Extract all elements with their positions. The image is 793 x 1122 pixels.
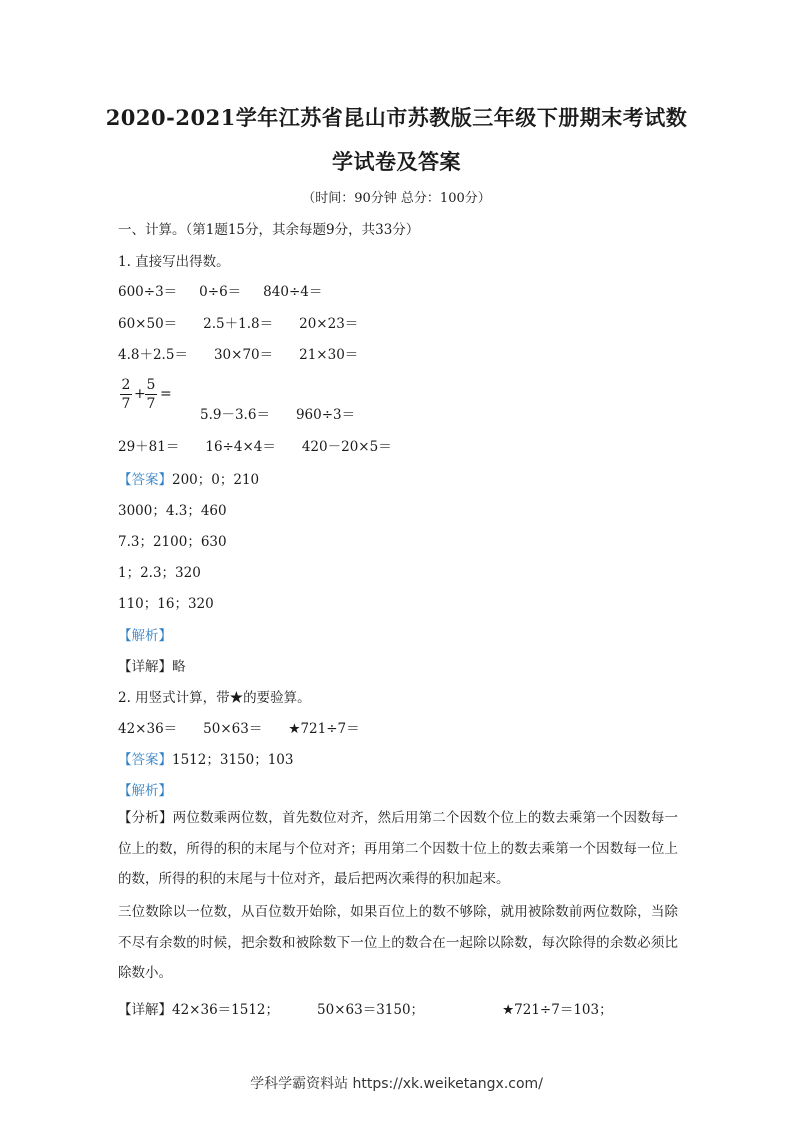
answer-text: 200；0；210: [172, 472, 260, 488]
answer-text: 1512；3150；103: [172, 752, 294, 768]
section-heading: 一、计算。（第1题15分，其余每题9分，共33分）: [118, 222, 420, 238]
numerator: 5: [146, 377, 156, 393]
q1-row-4: [200, 403, 355, 423]
q2-item: 50×63＝: [203, 721, 263, 737]
q1-answer-line-2: 3000；4.3；460: [118, 503, 227, 519]
denominator: 7: [121, 396, 131, 412]
analysis-label: 【分析】: [118, 810, 173, 826]
analysis-text: 两位数乘两位数，首先数位对齐，然后用第二个因数个位上的数去乘第一个因数每一位上的数，所得的积的末尾与个位对齐；再用第二个因数十位上的数去乘第一个因数每一位上的数，所得的积的末尾与十位对齐，最后把两次乘得的积加起来。: [118, 810, 679, 887]
analysis-tag: 【解析】: [118, 783, 172, 799]
detail-tag: 【详解】: [118, 659, 172, 675]
detail-item: 42×36＝1512；: [172, 1002, 280, 1018]
q1-row-5: [118, 435, 392, 455]
q1-item: 2.5＋1.8＝: [203, 316, 274, 332]
q1-row-2: [118, 312, 358, 332]
q1-item: 840÷4＝: [263, 284, 323, 300]
footer-watermark: 学科学霸资料站 https://xk.weiketangx.com/: [250, 1076, 543, 1092]
question-2-heading: 2. 用竖式计算，带★的要验算。: [118, 690, 311, 706]
fraction-five-sevenths: [145, 376, 157, 413]
question-1-heading: 1. 直接写出得数。: [118, 254, 230, 270]
answer-tag: 【答案】: [118, 472, 172, 488]
q1-item: 60×50＝: [118, 316, 178, 332]
detail-item: 50×63＝3150；: [317, 1002, 425, 1018]
q1-item: 420－20×5＝: [301, 439, 392, 455]
q1-item: 20×23＝: [299, 316, 359, 332]
q1-answer-line-5: 110；16；320: [118, 596, 214, 612]
q1-item: 5.9－3.6＝: [200, 407, 270, 423]
q2-analysis-paragraph-1: [118, 803, 678, 895]
q2-item: 42×36＝: [118, 721, 178, 737]
q2-item: ★721÷7＝: [288, 721, 360, 737]
plus-sign: +: [134, 386, 146, 402]
detail-text: 略: [172, 659, 186, 675]
q1-item: 960÷3＝: [295, 407, 356, 423]
q1-row-1: [118, 280, 322, 300]
q1-item: 16÷4×4＝: [205, 439, 276, 455]
q1-row-3: [118, 343, 358, 363]
numerator: 2: [121, 377, 131, 393]
q1-answer-line-3: 7.3；2100；630: [118, 534, 227, 550]
q1-answer-line-1: [118, 468, 259, 488]
q1-item: 0÷6＝: [199, 284, 242, 300]
answer-tag: 【答案】: [118, 752, 172, 768]
q1-answer-line-4: 1；2.3；320: [118, 565, 201, 581]
q2-detail: [118, 998, 613, 1018]
q2-analysis-paragraph-2: 三位数除以一位数，从百位数开始除，如果百位上的数不够除，就用被除数前两位数除，当除不尽有余数的时候，把余数和被除数下一位上的数合在一起除以除数，每次除得的余数必须比除数小。: [118, 904, 678, 981]
fraction-two-sevenths: [120, 376, 132, 413]
denominator: 7: [146, 396, 156, 412]
page-title-line2: 学试卷及答案: [332, 149, 461, 174]
equals-sign: =: [160, 386, 172, 402]
q1-item: 600÷3＝: [118, 284, 178, 300]
q1-item: 30×70＝: [213, 347, 274, 363]
q2-row: [118, 717, 360, 737]
detail-item: ★721÷7＝103；: [502, 1002, 613, 1018]
q1-item: 4.8＋2.5＝: [118, 347, 188, 363]
q1-detail: [118, 655, 186, 675]
q1-item: 21×30＝: [299, 347, 359, 363]
q1-item: 29＋81＝: [118, 439, 180, 455]
analysis-tag: 【解析】: [118, 628, 172, 644]
page-title-line1: 2020-2021学年江苏省昆山市苏教版三年级下册期末考试数: [105, 105, 688, 130]
detail-tag: 【详解】: [118, 1002, 172, 1018]
exam-info: （时间：90分钟 总分：100分）: [302, 191, 491, 206]
q2-answer: [118, 748, 293, 768]
